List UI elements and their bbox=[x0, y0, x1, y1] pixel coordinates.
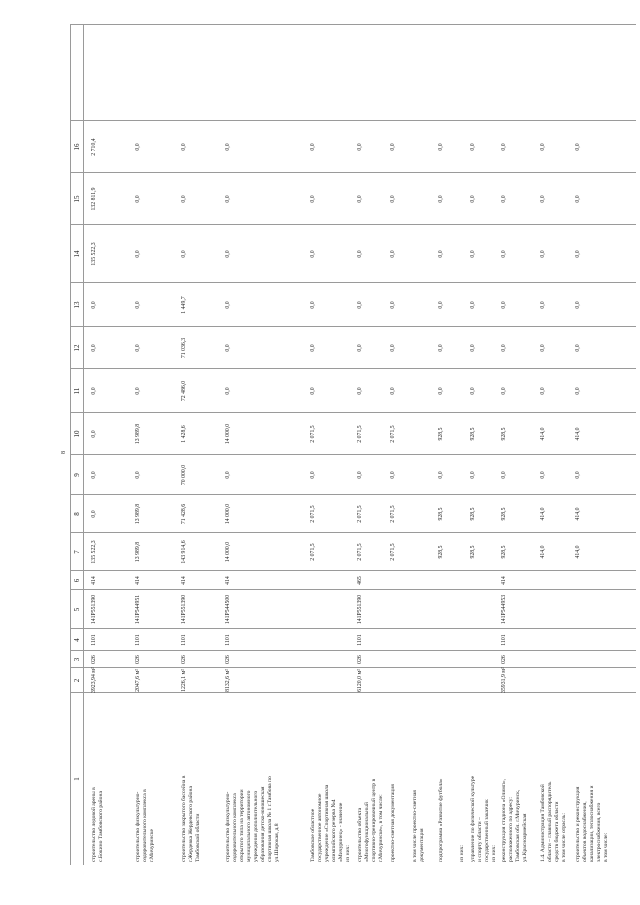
table-cell: 141Р551390 bbox=[91, 594, 97, 625]
table-cell: 928,5 bbox=[501, 427, 507, 441]
column-rule bbox=[70, 650, 636, 651]
row-label: управление по физической культуре и спорту области – государственный заказчик из них: bbox=[470, 775, 497, 862]
table-cell: 0,0 bbox=[181, 250, 187, 258]
row-label: строительство закрытого бассейна в г.Жердевка Жердевского района Тамбовской области bbox=[181, 775, 201, 862]
table-cell: 0,0 bbox=[225, 195, 231, 203]
table-cell: 1226,1 м² bbox=[181, 669, 187, 692]
table-cell: 2 071,5 bbox=[310, 543, 316, 561]
table-cell: 2 710,4 bbox=[91, 138, 97, 156]
table-cell: 026 bbox=[225, 655, 231, 664]
table-cell: 414 bbox=[501, 576, 507, 585]
table-cell: 0,0 bbox=[310, 195, 316, 203]
table-cell: 13 989,8 bbox=[135, 541, 141, 563]
table-cell: 0,0 bbox=[91, 301, 97, 309]
table-cell: 71 428,6 bbox=[181, 503, 187, 525]
table-cell: 2 071,5 bbox=[390, 505, 396, 523]
table-cell: 0,0 bbox=[438, 250, 444, 258]
table-cell: 2 071,5 bbox=[357, 505, 363, 523]
header-rule bbox=[70, 25, 71, 865]
column-number-header: 14 bbox=[73, 250, 81, 258]
column-rule bbox=[70, 412, 636, 413]
table-cell: 2 071,5 bbox=[357, 425, 363, 443]
table-cell: 0,0 bbox=[438, 143, 444, 151]
table-cell: 0,0 bbox=[540, 143, 546, 151]
table-cell: 026 bbox=[91, 655, 97, 664]
table-cell: 0,0 bbox=[225, 387, 231, 395]
table-cell: 0,0 bbox=[135, 471, 141, 479]
table-cell: 0,0 bbox=[575, 195, 581, 203]
table-cell: 026 bbox=[135, 655, 141, 664]
table-cell: 0,0 bbox=[501, 195, 507, 203]
table-cell: 928,5 bbox=[501, 507, 507, 521]
table-cell: 414,0 bbox=[575, 507, 581, 521]
table-cell: 0,0 bbox=[357, 143, 363, 151]
column-rule bbox=[70, 326, 636, 327]
table-cell: 0,0 bbox=[438, 344, 444, 352]
column-rule bbox=[70, 494, 636, 495]
table-cell: 0,0 bbox=[575, 471, 581, 479]
header-rule bbox=[83, 25, 84, 865]
rotated-table bbox=[61, 25, 636, 865]
table-cell: 0,0 bbox=[181, 143, 187, 151]
column-rule bbox=[70, 692, 636, 693]
table-cell: 1101 bbox=[225, 634, 231, 646]
table-cell: 0,0 bbox=[225, 250, 231, 258]
table-cell: 465 bbox=[357, 576, 363, 585]
table-cell: 0,0 bbox=[470, 250, 476, 258]
table-cell: 141Р544500 bbox=[225, 594, 231, 625]
table-cell: 0,0 bbox=[357, 250, 363, 258]
table-cell: 1101 bbox=[357, 634, 363, 646]
table-cell: 0,0 bbox=[310, 387, 316, 395]
table-cell: 0,0 bbox=[438, 387, 444, 395]
table-cell: 0,0 bbox=[575, 143, 581, 151]
row-label: строительство физкультурно- оздоровительного комплекса в г.Мичуринске bbox=[135, 789, 155, 862]
table-cell: 0,0 bbox=[225, 143, 231, 151]
table-cell: 0,0 bbox=[540, 471, 546, 479]
table-cell: 135 522,3 bbox=[91, 242, 97, 266]
table-cell: 0,0 bbox=[91, 471, 97, 479]
column-number-header: 13 bbox=[73, 301, 81, 309]
table-cell: 414 bbox=[225, 576, 231, 585]
row-label: строительство физкультурно- оздоровительного комплекса открытого типа на территории муниципального автономного учреждения дополнительного образования детско-юношеская спортивная школа № 1 г.Тамбова по ул.Широкая, д.8 bbox=[225, 776, 280, 862]
table-cell: 1101 bbox=[181, 634, 187, 646]
column-rule bbox=[70, 224, 636, 225]
table-cell: 0,0 bbox=[501, 301, 507, 309]
table-cell: 0,0 bbox=[540, 301, 546, 309]
table-cell: 3923,94 м² bbox=[91, 667, 97, 693]
table-cell: 13 989,8 bbox=[135, 503, 141, 525]
row-label: строительство и реконструкция объектов водоснабжения, канализации, теплоснабжения и электроснабжения, всего в том числе: bbox=[575, 785, 609, 862]
row-label: из них: bbox=[459, 845, 465, 862]
row-label: Тамбовское областное государственное автономное учреждение «Спортивная школа олимпийского резерва №4 «Мичуринец» - значение из них: bbox=[310, 784, 351, 862]
table-cell: 132 811,9 bbox=[91, 187, 97, 211]
table-cell: 0,0 bbox=[390, 250, 396, 258]
column-rule bbox=[70, 628, 636, 629]
column-number-header: 15 bbox=[73, 195, 81, 203]
table-cell: 1101 bbox=[135, 634, 141, 646]
page-number: 8 bbox=[61, 451, 67, 454]
table-cell: 026 bbox=[501, 655, 507, 664]
column-rule bbox=[70, 24, 636, 25]
table-cell: 0,0 bbox=[470, 301, 476, 309]
table-cell: 2 071,5 bbox=[310, 505, 316, 523]
table-cell: 928,5 bbox=[470, 545, 476, 559]
table-cell: 2 071,5 bbox=[357, 543, 363, 561]
column-number-header: 12 bbox=[73, 344, 81, 352]
table-cell: 0,0 bbox=[357, 471, 363, 479]
table-cell: 2047,6 м² bbox=[135, 669, 141, 692]
table-cell: 0,0 bbox=[438, 195, 444, 203]
table-cell: 0,0 bbox=[357, 387, 363, 395]
table-cell: 35931,9 м² bbox=[501, 667, 507, 693]
table-cell: 14 000,0 bbox=[225, 503, 231, 525]
column-rule bbox=[70, 589, 636, 590]
column-rule bbox=[70, 532, 636, 533]
column-number-header: 7 bbox=[73, 550, 81, 554]
column-number-header: 3 bbox=[73, 657, 81, 662]
table-cell: 0,0 bbox=[501, 344, 507, 352]
table-cell: 8132,6 м² bbox=[225, 669, 231, 692]
table-cell: 141Р544951 bbox=[135, 594, 141, 625]
column-number-header: 9 bbox=[73, 473, 81, 477]
table-cell: 14 000,0 bbox=[225, 423, 231, 445]
table-cell: 928,5 bbox=[470, 427, 476, 441]
table-cell: 0,0 bbox=[135, 344, 141, 352]
table-cell: 0,0 bbox=[390, 301, 396, 309]
table-cell: 414 bbox=[91, 576, 97, 585]
table-cell: 0,0 bbox=[501, 143, 507, 151]
table-cell: 0,0 bbox=[91, 510, 97, 518]
table-cell: 71 036,3 bbox=[181, 337, 187, 359]
row-label: строительство ледовой арены в с.Бокино Тамбовского района bbox=[91, 787, 104, 862]
table-cell: 0,0 bbox=[225, 344, 231, 352]
table-cell: 1101 bbox=[91, 634, 97, 646]
table-cell: 0,0 bbox=[225, 301, 231, 309]
table-cell: 0,0 bbox=[575, 344, 581, 352]
column-rule bbox=[70, 172, 636, 173]
table-grid bbox=[70, 25, 636, 865]
column-number-header: 6 bbox=[73, 578, 81, 583]
table-cell: 0,0 bbox=[540, 195, 546, 203]
column-number-header: 11 bbox=[73, 387, 81, 395]
column-rule bbox=[70, 454, 636, 455]
row-label: подпрограмма «Развитие футбола» bbox=[438, 778, 444, 862]
table-cell: 0,0 bbox=[135, 250, 141, 258]
table-cell: 414 bbox=[135, 576, 141, 585]
table-cell: 0,0 bbox=[390, 387, 396, 395]
table-cell: 0,0 bbox=[575, 250, 581, 258]
table-cell: 1101 bbox=[501, 634, 507, 646]
row-label: 1.4. Администрация Тамбовской области – главный распорядитель средств бюджета области в том числе отрасль: bbox=[540, 781, 567, 862]
table-cell: 2 071,5 bbox=[390, 425, 396, 443]
row-label: реконструкция стадиона «Олимп», расположенного по адресу: Тамбовская обл. г.Мичуринск, ул.Красноармейская bbox=[501, 778, 528, 862]
table-cell: 0,0 bbox=[540, 387, 546, 395]
table-cell: 2 071,5 bbox=[390, 543, 396, 561]
table-cell: 414,0 bbox=[540, 427, 546, 441]
table-cell: 0,0 bbox=[540, 250, 546, 258]
table-cell: 0,0 bbox=[390, 344, 396, 352]
column-number-header: 10 bbox=[73, 430, 81, 438]
row-label: строительство объекта «Многофункциональный спортивно-тренировочный центр в г.Мичуринске», в том числе: bbox=[357, 778, 384, 862]
table-cell: 0,0 bbox=[470, 387, 476, 395]
column-rule bbox=[70, 570, 636, 571]
row-label: проектно-сметная документация bbox=[390, 784, 396, 862]
table-cell: 0,0 bbox=[310, 143, 316, 151]
table-cell: 13 989,8 bbox=[135, 423, 141, 445]
column-number-header: 1 bbox=[73, 777, 81, 781]
table-cell: 026 bbox=[181, 655, 187, 664]
table-cell: 0,0 bbox=[135, 195, 141, 203]
table-cell: 0,0 bbox=[310, 344, 316, 352]
column-rule bbox=[70, 368, 636, 369]
table-cell: 414,0 bbox=[575, 545, 581, 559]
table-cell: 928,5 bbox=[501, 545, 507, 559]
table-cell: 0,0 bbox=[357, 301, 363, 309]
table-cell: 414,0 bbox=[540, 507, 546, 521]
column-number-header: 8 bbox=[73, 512, 81, 516]
table-cell: 0,0 bbox=[501, 250, 507, 258]
table-cell: 141Р544953 bbox=[501, 594, 507, 625]
table-cell: 414,0 bbox=[575, 427, 581, 441]
table-cell: 0,0 bbox=[310, 250, 316, 258]
table-cell: 72 486,0 bbox=[181, 380, 187, 402]
table-cell: 0,0 bbox=[470, 344, 476, 352]
table-cell: 026 bbox=[357, 655, 363, 664]
table-cell: 0,0 bbox=[575, 387, 581, 395]
table-cell: 928,5 bbox=[438, 545, 444, 559]
table-cell: 0,0 bbox=[91, 344, 97, 352]
table-cell: 0,0 bbox=[470, 143, 476, 151]
table-cell: 0,0 bbox=[357, 195, 363, 203]
table-cell: 928,5 bbox=[470, 507, 476, 521]
table-cell: 414,0 bbox=[540, 545, 546, 559]
column-number-header: 5 bbox=[73, 607, 81, 612]
table-cell: 135 522,3 bbox=[91, 540, 97, 564]
row-label: в том числе проектно-сметная документация bbox=[412, 790, 425, 862]
column-number-header: 2 bbox=[73, 678, 81, 683]
table-cell: 0,0 bbox=[575, 301, 581, 309]
table-cell: 141Р551390 bbox=[357, 594, 363, 625]
table-cell: 0,0 bbox=[438, 301, 444, 309]
table-cell: 0,0 bbox=[470, 471, 476, 479]
table-cell: 1 449,7 bbox=[181, 296, 187, 314]
table-cell: 70 000,0 bbox=[181, 464, 187, 486]
table-cell: 141Р551390 bbox=[181, 594, 187, 625]
table-cell: 2 071,5 bbox=[310, 425, 316, 443]
table-cell: 0,0 bbox=[501, 471, 507, 479]
table-cell: 0,0 bbox=[357, 344, 363, 352]
table-cell: 0,0 bbox=[181, 195, 187, 203]
column-number-header: 16 bbox=[73, 143, 81, 151]
table-cell: 0,0 bbox=[390, 195, 396, 203]
table-cell: 0,0 bbox=[438, 471, 444, 479]
table-cell: 0,0 bbox=[91, 430, 97, 438]
column-rule bbox=[70, 282, 636, 283]
table-cell: 0,0 bbox=[470, 195, 476, 203]
table-cell: 0,0 bbox=[225, 471, 231, 479]
table-cell: 414 bbox=[181, 576, 187, 585]
table-cell: 0,0 bbox=[91, 387, 97, 395]
table-cell: 0,0 bbox=[540, 344, 546, 352]
table-cell: 14 000,0 bbox=[225, 541, 231, 563]
table-cell: 0,0 bbox=[135, 143, 141, 151]
table-cell: 0,0 bbox=[310, 471, 316, 479]
table-cell: 928,5 bbox=[438, 427, 444, 441]
table-cell: 0,0 bbox=[501, 387, 507, 395]
table-cell: 1 428,6 bbox=[181, 425, 187, 443]
column-number-header: 4 bbox=[73, 638, 81, 642]
table-cell: 0,0 bbox=[390, 471, 396, 479]
column-rule bbox=[70, 120, 636, 121]
column-rule bbox=[70, 667, 636, 668]
table-cell: 0,0 bbox=[310, 301, 316, 309]
table-cell: 0,0 bbox=[390, 143, 396, 151]
table-cell: 6120,0 м² bbox=[357, 669, 363, 692]
table-cell: 0,0 bbox=[135, 301, 141, 309]
table-cell: 143 914,6 bbox=[181, 540, 187, 564]
table-cell: 0,0 bbox=[135, 387, 141, 395]
table-cell: 928,5 bbox=[438, 507, 444, 521]
